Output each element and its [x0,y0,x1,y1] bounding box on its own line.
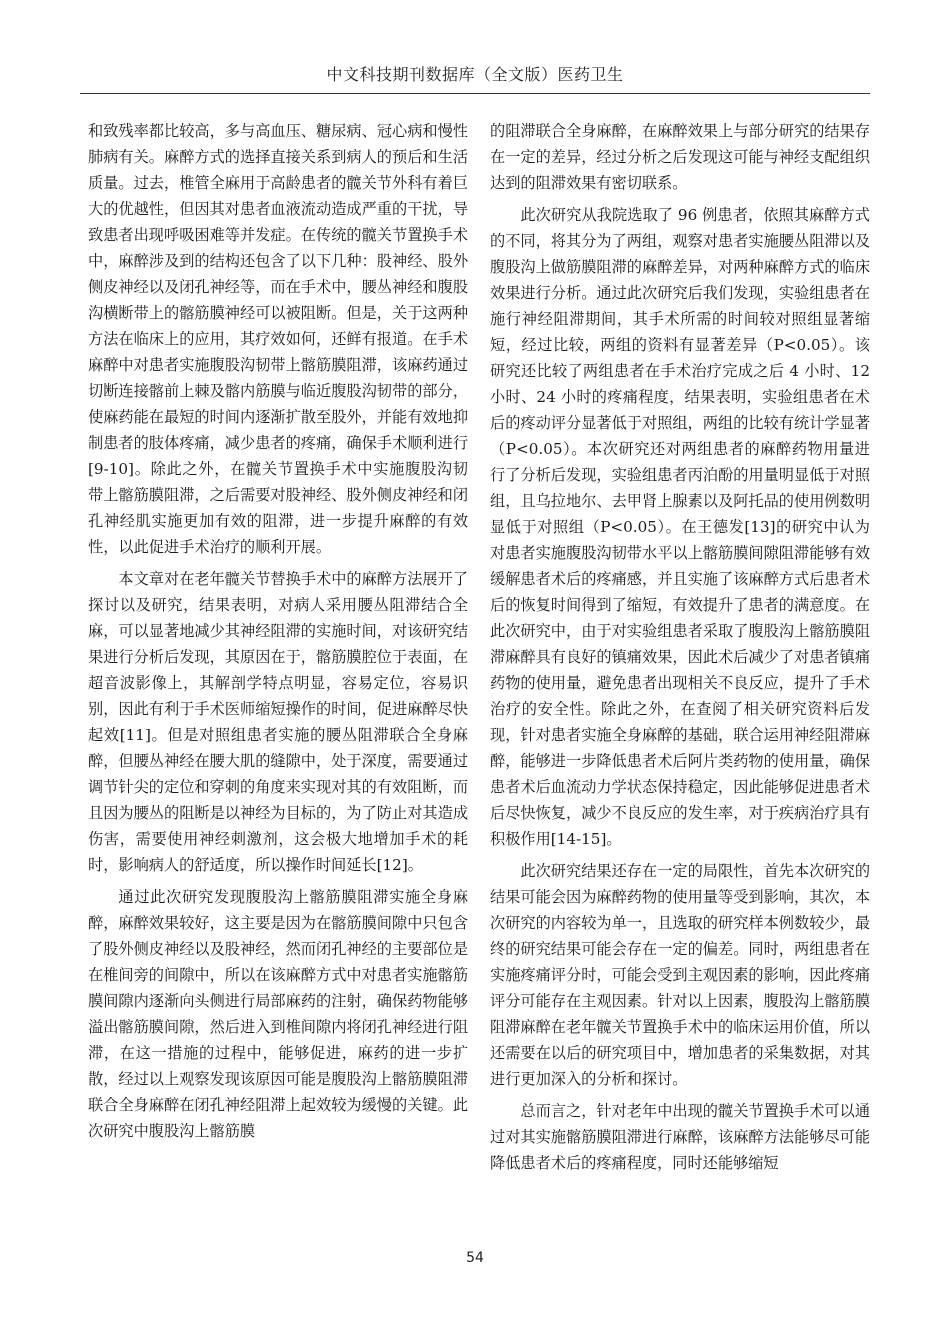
paragraph: 和致残率都比较高，多与高血压、糖尿病、冠心病和慢性肺病有关。麻醉方式的选择直接关系到病人的预后和生活质量。过去，椎管全麻用于高龄患者的髋关节外科有着巨大的优越性，但因其对患者血液流动造成严重的干扰，导致患者出现呼吸困难等并发症。在传统的髋关节置换手术中，麻醉涉及到的结构还包含了以下几种：股神经、股外侧皮神经以及闭孔神经等，而在手术中，腰丛神经和腹股沟横断带上的髂筋膜神经可以被阻断。但是，关于这两种方法在临床上的应用，其疗效如何，还鲜有报道。在手术麻醉中对患者实施腹股沟韧带上髂筋膜阻滞，该麻药通过切断连接髂前上棘及髂内筋膜与临近腹股沟韧带的部分，使麻药能在最短的时间内逐渐扩散至股外，并能有效地抑制患者的肢体疼痛，减少患者的疼痛，确保手术顺利进行[9-10]。除此之外，在髋关节置换手术中实施腹股沟韧带上髂筋膜阻滞，之后需要对股神经、股外侧皮神经和闭孔神经肌实施更加有效的阻滞，进一步提升麻醉的有效性，以此促进手术治疗的顺利开展。 [88,122,468,556]
paragraph: 通过此次研究发现腹股沟上髂筋膜阻滞实施全身麻醉，麻醉效果较好，这主要是因为在髂筋膜间隙中只包含了股外侧皮神经以及股神经，然而闭孔神经的主要部位是在椎间旁的间隙中，所以在该麻醉方式中对患者实施髂筋膜间隙内逐渐向头侧进行局部麻药的注射，确保药物能够溢出髂筋膜间隙，然后进入到椎间隙内将闭孔神经进行阻滞，在这一措施的过程中，能够促进，麻药的进一步扩散，经过以上观察发现该原因可能是腹股沟上髂筋膜阻滞联合全身麻醉在闭孔神经阻滞上起效较为缓慢的关键。此次研究中腹股沟上髂筋膜 [88,888,468,1140]
header-rule [80,93,870,94]
right-column [490,118,870,1176]
paragraph: 此次研究结果还存在一定的局限性，首先本次研究的结果可能会因为麻醉药物的使用量等受到影响，其次，本次研究的内容较为单一，且选取的研究样本例数较少，最终的研究结果可能会存在一定的偏差。同时，两组患者在实施疼痛评分时，可能会受到主观因素的影响，因此疼痛评分可能存在主观因素。针对以上因素，腹股沟上髂筋膜阻滞麻醉在老年髋关节置换手术中的临床运用价值，所以还需要在以后的研究项目中，增加患者的采集数据，对其进行更加深入的分析和探讨。 [490,862,870,1088]
paragraph: 总而言之，针对老年中出现的髋关节置换手术可以通过对其实施髂筋膜阻滞进行麻醉，该麻醉方法能够尽可能降低患者术后的疼痛程度，同时还能够缩短 [490,1102,870,1172]
left-column [88,118,468,1144]
page-number: 54 [466,1250,484,1266]
journal-header: 中文科技期刊数据库（全文版）医药卫生 [326,65,624,84]
paragraph: 此次研究从我院选取了 96 例患者，依照其麻醉方式的不同，将其分为了两组，观察对患者实施腰丛阻滞以及腹股沟上做筋膜阻滞的麻醉差异，对两种麻醉方式的临床效果进行分析。通过此次研究后我们发现，实验组患者在施行神经阻滞期间，其手术所需的时间较对照组显著缩短，经过比较，两组的资料有显著差异（P<0.05）。该研究还比较了两组患者在手术治疗完成之后 4 小时、12 小时、24 小时的疼痛程度，结果表明，实验组患者在术后的疼动评分显著低于对照组，两组的比较有统计学显著（P<0.05）。本次研究还对两组患者的麻醉药物用量进行了分析后发现，实验组患者丙泊酚的用量明显低于对照组，且乌拉地尔、去甲肾上腺素以及阿托品的使用例数明显低于对照组（P<0.05）。在王德发[13]的研究中认为对患者实施腹股沟韧带水平以上髂筋膜间隙阻滞能够有效缓解患者术后的疼痛感，并且实施了该麻醉方式后患者术后的恢复时间得到了缩短，有效提升了患者的满意度。在此次研究中，由于对实验组患者采取了腹股沟上髂筋膜阻滞麻醉具有良好的镇痛效果，因此术后减少了对患者镇痛药物的使用量，避免患者出现相关不良反应，提升了手术治疗的安全性。除此之外，在查阅了相关研究资料后发现，针对患者实施全身麻醉的基础，联合运用神经阻滞麻醉，能够进一步降低患者术后阿片类药物的使用量，确保患者术后血流动力学状态保持稳定，因此能够促进患者术后尽快恢复，减少不良反应的发生率，对于疾病治疗具有积极作用[14-15]。 [490,206,870,848]
paragraph: 的阻滞联合全身麻醉，在麻醉效果上与部分研究的结果存在一定的差异，经过分析之后发现这可能与神经支配组织达到的阻滞效果有密切联系。 [490,122,870,192]
paragraph: 本文章对在老年髋关节替换手术中的麻醉方法展开了探讨以及研究，结果表明，对病人采用腰丛阻滞结合全麻，可以显著地减少其神经阻滞的实施时间，对该研究结果进行分析后发现，其原因在于，髂筋膜腔位于表面，在超音波影像上，其解剖学特点明显，容易定位，容易识别，因此有利于手术医师缩短操作的时间，促进麻醉尽快起效[11]。但是对照组患者实施的腰丛阻滞联合全身麻醉，但腰丛神经在腰大肌的缝隙中，处于深度，需要通过调节针尖的定位和穿刺的角度来实现对其的有效阻断，而且因为腰丛的阻断是以神经为目标的，为了防止对其造成伤害，需要使用神经刺激剂，这会极大地增加手术的耗时，影响病人的舒适度，所以操作时间延长[12]。 [88,570,468,874]
